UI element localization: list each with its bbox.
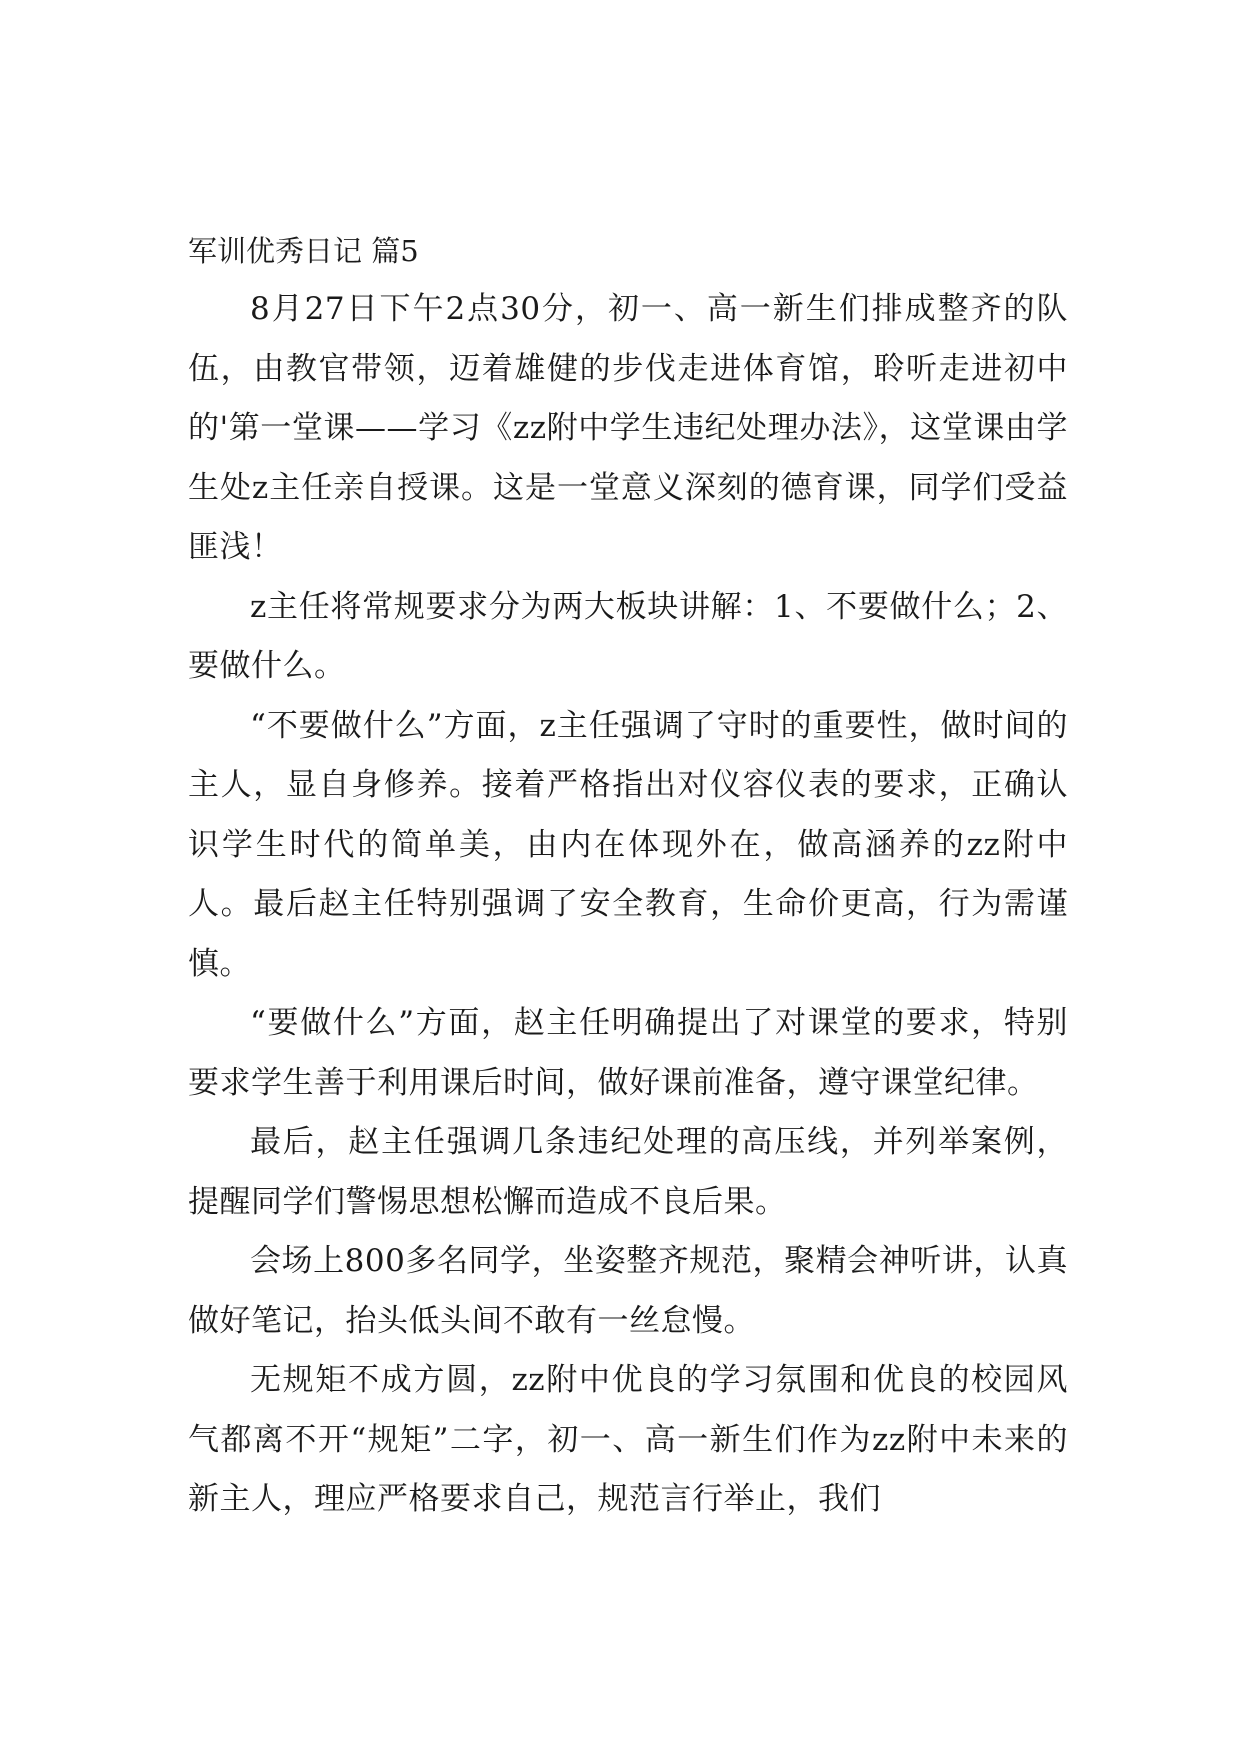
paragraph-4: “要做什么”方面，赵主任明确提出了对课堂的要求，特别要求学生善于利用课后时间，做好课前准备，遵守课堂纪律。 — [188, 1005, 1068, 1101]
paragraph-2: z主任将常规要求分为两大板块讲解：1、不要做什么；2、要做什么。 — [188, 588, 1068, 684]
document-body — [188, 222, 1068, 1530]
paragraph-5: 最后，赵主任强调几条违纪处理的高压线，并列举案例，提醒同学们警惕思想松懈而造成不良后果。 — [188, 1124, 1068, 1220]
paragraph-3: “不要做什么”方面，z主任强调了守时的重要性，做时间的主人，显自身修养。接着严格指出对仪容仪表的要求，正确认识学生时代的简单美，由内在体现外在，做高涵养的zz附中人。最后赵主任特别强调了安全教育，生命价更高，行为需谨慎。 — [188, 707, 1068, 982]
paragraph-7: 无规矩不成方圆，zz附中优良的学习氛围和优良的校园风气都离不开“规矩”二字，初一、高一新生们作为zz附中未来的新主人，理应严格要求自己，规范言行举止，我们 — [188, 1362, 1068, 1517]
document-title: 军训优秀日记 篇5 — [188, 234, 419, 268]
paragraph-1: 8月27日下午2点30分，初一、高一新生们排成整齐的队伍，由教官带领，迈着雄健的步伐走进体育馆，聆听走进初中的'第一堂课——学习《zz附中学生违纪处理办法》，这堂课由学生处z主任亲自授课。这是一堂意义深刻的德育课，同学们受益匪浅！ — [188, 291, 1068, 565]
paragraph-6: 会场上800多名同学，坐姿整齐规范，聚精会神听讲，认真做好笔记，抬头低头间不敢有一丝怠慢。 — [188, 1243, 1068, 1339]
